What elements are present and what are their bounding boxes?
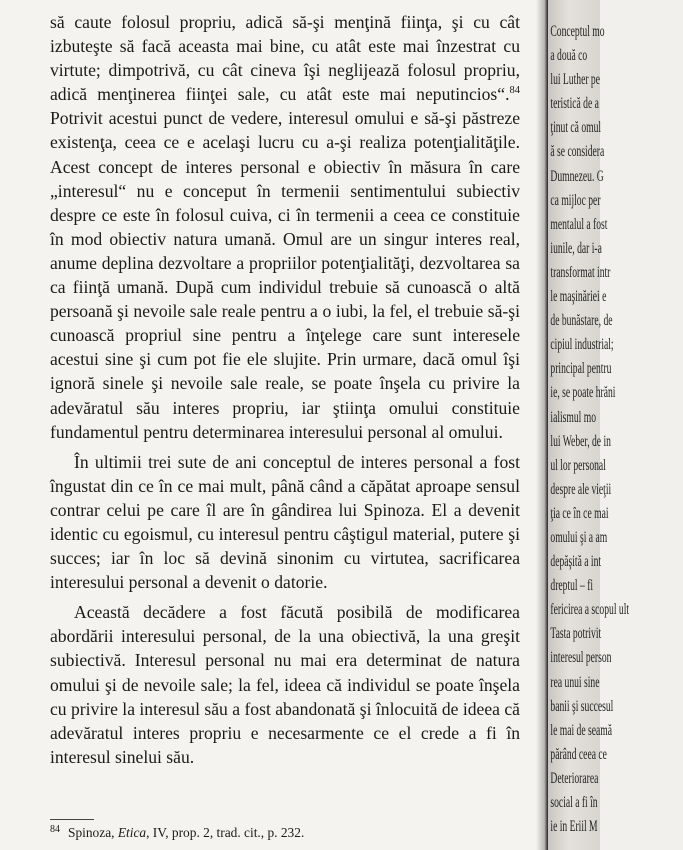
facing-page-line: ie in Eriil M <box>550 818 598 836</box>
facing-page-line: transformat intr <box>550 263 611 281</box>
footnote <box>50 824 520 842</box>
facing-page-line: părând ceea ce <box>550 745 607 763</box>
facing-page-line: Dumnezeu. G <box>550 167 604 185</box>
facing-page-line: ul lor personal <box>550 456 606 474</box>
facing-page-line: iunile, dar i-a <box>550 239 602 257</box>
facing-page-line: rea unui sine <box>550 673 600 691</box>
facing-page-line: lui Weber, de in <box>550 432 611 450</box>
facing-page-line: fericirea a scopul ult <box>550 601 630 619</box>
facing-page-line: ie, se poate hrăni <box>550 384 616 402</box>
facing-page-line: ţia ce în ce mai <box>550 504 609 522</box>
facing-page-line: banii şi succesul <box>550 697 614 715</box>
paragraph-1 <box>50 10 520 444</box>
facing-page-edge <box>548 0 630 850</box>
facing-page-line: cipiul industrial; <box>550 336 614 354</box>
facing-page-line: interesul person <box>550 649 612 667</box>
facing-page-line: ă se considera <box>550 143 605 161</box>
facing-page-line: omului şi a am <box>550 528 608 546</box>
footnote-title: Etica <box>117 825 147 840</box>
paragraph-3: Această decădere a fost făcută posibilă de modificarea abordării interesului personal, de la una obiectivă, la una greşit subiectivă. Interesul personal nu mai era determinat de natura omului şi de nevoile sale; la fel, ideea că individul se poate înşela cu privire la interesul său a fost abandonată şi înlocuită de ideea că adevăratul interes propriu e necesarmente ce el crede a fi în interesul sinelui său. <box>50 602 520 767</box>
facing-page-line: Deteriorarea <box>550 769 599 787</box>
facing-page-line: ţinut că omul <box>550 119 602 137</box>
facing-page-line: a două co <box>550 47 588 65</box>
facing-page-line: ialismul mo <box>550 408 596 426</box>
facing-page-line: de bunăstare, de <box>550 312 613 330</box>
facing-page-line: le mai de seamă <box>550 721 612 739</box>
facing-page-line: lui Luther pe <box>550 71 600 89</box>
facing-page-line: principal pentru <box>550 360 612 378</box>
footnote-text-before: Spinoza, <box>68 825 118 840</box>
facing-page-line: Tasta potrivit <box>550 625 602 643</box>
footnote-reference: 84 <box>509 85 520 97</box>
facing-page-line: despre ale vieţii <box>550 480 612 498</box>
facing-page-line: depăşită a int <box>550 553 602 571</box>
facing-page-text <box>548 20 683 839</box>
facing-page-line: ca mijloc per <box>550 191 601 209</box>
body-text <box>50 10 520 769</box>
facing-page-line: Conceptul mo <box>550 23 605 40</box>
facing-page-line: mentalul a fost <box>550 215 608 233</box>
paragraph-2: În ultimii trei sute de ani conceptul de interes personal a fost îngustat din ce în ce mai mult, până când a căpătat aproape sensul contrar celui pe care îl are în gândirea lui Spinoza. El a devenit identic cu egoismul, cu interesul pentru câştigul material, putere şi succes; iar în loc să devină sinonim cu virtutea, sacrificarea interesului personal a devenit o datorie. <box>50 451 520 593</box>
footnote-text-after: , IV, prop. 2, trad. cit., p. 232. <box>146 825 305 840</box>
paragraph-1-text: să caute folosul propriu, adică să-şi menţină fiinţa, şi cu cât izbuteşte să facă aceasta mai bine, cu atât este mai înzestrat cu virtute; dimpotrivă, cu cât cineva îşi neglijează folosul propriu, adică menţinerea fiinţei sale, cu atât este mai neputincios“. <box>50 12 520 105</box>
footnote-number: 84 <box>50 823 60 835</box>
facing-page-line: social a fi în <box>550 794 598 811</box>
book-spine-shadow <box>536 0 548 850</box>
facing-page-line: le maşinăriei e <box>550 288 607 306</box>
facing-page-line: teristică de a <box>550 95 599 113</box>
footnote-divider <box>50 819 94 820</box>
facing-page-line: dreptul – fi <box>550 577 594 595</box>
paragraph-1-tail: Potrivit acestui punct de vedere, interesul omului e să-şi păstreze existenţa, ceea ce e acelaşi lucru cu a-şi realiza potenţialităţile. Acest concept de interes personal e obiectiv în măsura în care „interesul“ nu e conceput în termenii sentimentului subiectiv despre ce este în folosul cuiva, ci în termenii a ceea ce constituie în mod obiectiv natura umană. Omul are un singur interes real, anume deplina dezvoltare a propriilor potenţialităţi, dezvoltarea sa ca fiinţă umană. După cum individul trebuie să cunoască o altă persoană şi nevoile sale reale pentru a o iubi, la fel, el trebuie să-şi cunoască propriul sine pentru a înţelege care sunt interesele acestui sine şi cum pot fie ele slujite. Prin urmare, dacă omul îşi ignoră sinele şi nevoile sale reale, se poate înşela cu privire la adevăratul său interes propriu, iar ştiinţa omului constituie fundamentul pentru determinarea interesului personal al omului. <box>50 108 520 442</box>
